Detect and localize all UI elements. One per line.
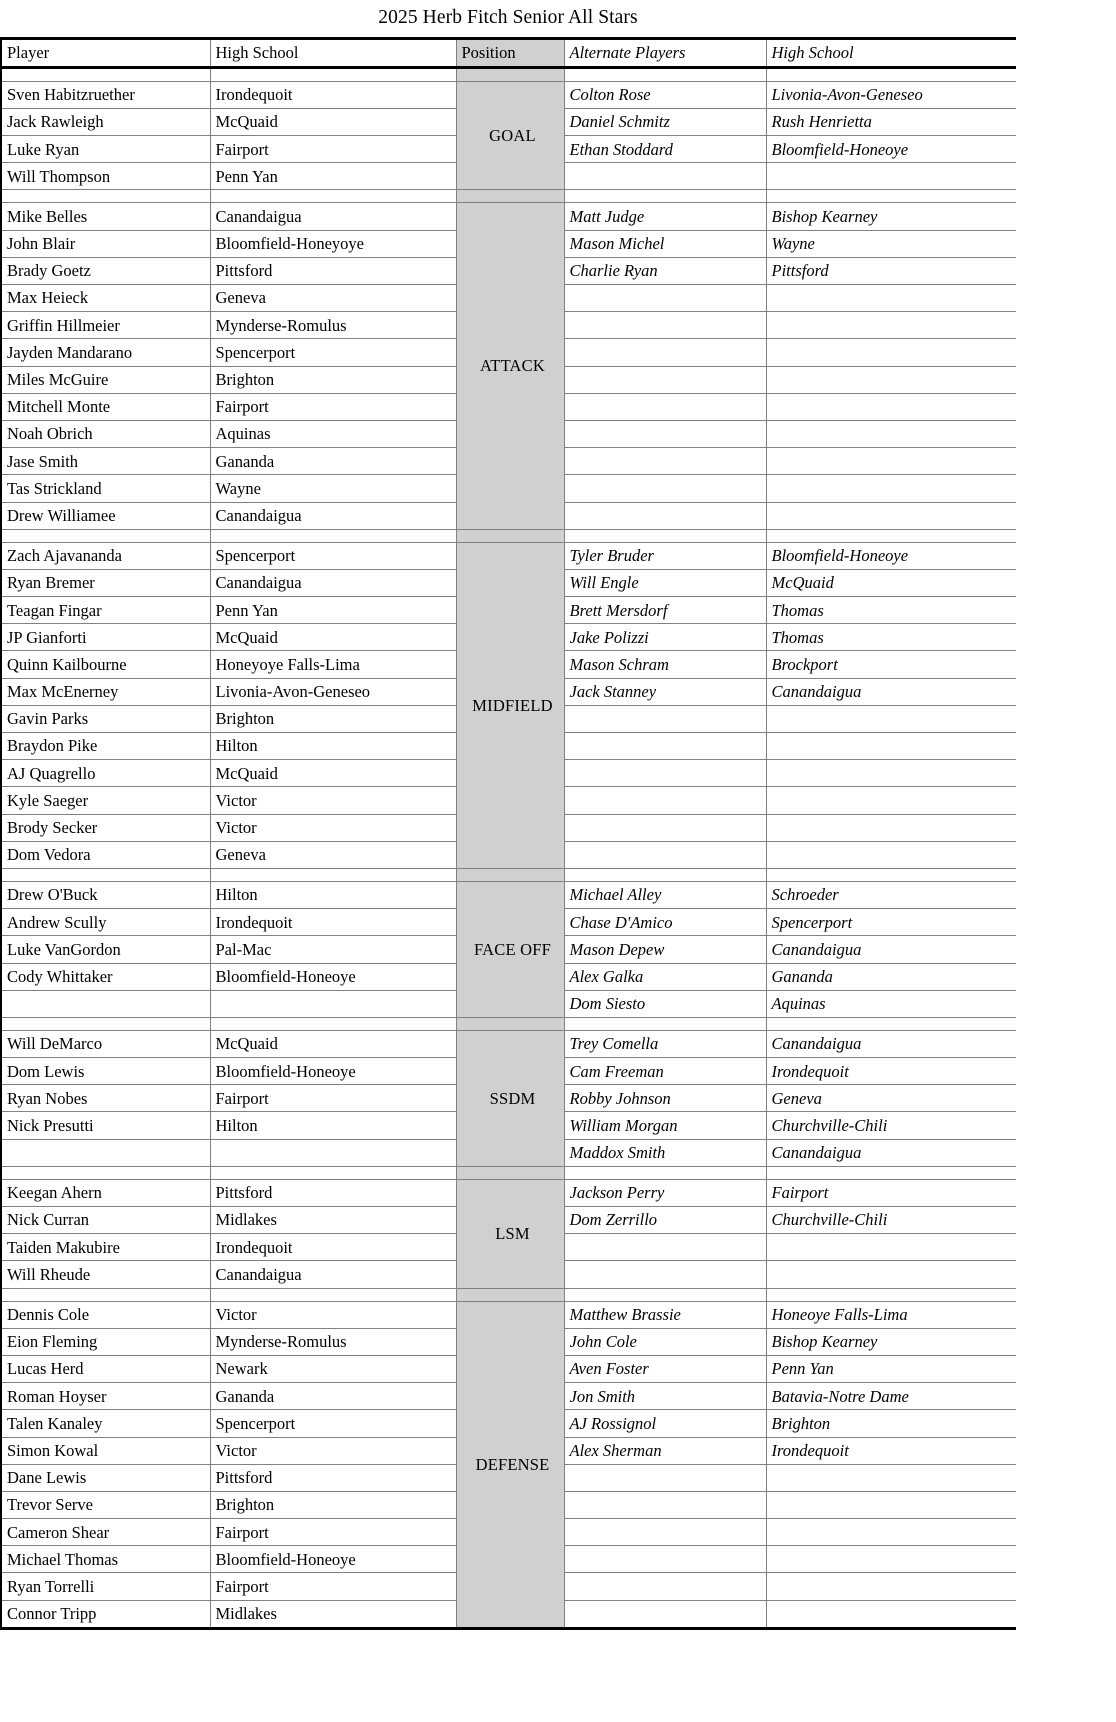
cell-high-school: Pittsford (210, 1464, 456, 1491)
cell-alternate-player: Dom Siesto (564, 990, 766, 1017)
cell-alternate-high-school (766, 502, 1016, 529)
cell-alternate-high-school: Thomas (766, 597, 1016, 624)
cell-high-school: McQuaid (210, 760, 456, 787)
cell-player: Kyle Saeger (1, 787, 210, 814)
cell-alternate-high-school (766, 339, 1016, 366)
cell-alternate-high-school (766, 787, 1016, 814)
cell-player: Ryan Bremer (1, 569, 210, 596)
cell-high-school (210, 1139, 456, 1166)
spacer-cell (210, 1017, 456, 1030)
cell-player: Griffin Hillmeier (1, 312, 210, 339)
cell-player: Eion Fleming (1, 1328, 210, 1355)
table-row (1, 81, 1016, 108)
cell-high-school: Livonia-Avon-Geneseo (210, 678, 456, 705)
cell-player: Jayden Mandarano (1, 339, 210, 366)
cell-player: Max Heieck (1, 285, 210, 312)
cell-alternate-player: Jake Polizzi (564, 624, 766, 651)
position-band-spacer (456, 1017, 564, 1030)
cell-alternate-player (564, 760, 766, 787)
cell-alternate-high-school (766, 393, 1016, 420)
cell-player: Jack Rawleigh (1, 108, 210, 135)
cell-high-school: Spencerport (210, 339, 456, 366)
cell-alternate-player (564, 1573, 766, 1600)
cell-alternate-player: Trey Comella (564, 1030, 766, 1057)
cell-alternate-high-school: Gananda (766, 963, 1016, 990)
cell-alternate-player: Daniel Schmitz (564, 108, 766, 135)
cell-player: Connor Tripp (1, 1600, 210, 1628)
column-header-alternate-players: Alternate Players (564, 38, 766, 67)
section-spacer-row (1, 1166, 1016, 1179)
cell-alternate-high-school: Wayne (766, 230, 1016, 257)
cell-alternate-high-school (766, 163, 1016, 190)
section-spacer-row (1, 529, 1016, 542)
page-title: 2025 Herb Fitch Senior All Stars (378, 7, 638, 28)
cell-high-school: Pal-Mac (210, 936, 456, 963)
cell-alternate-high-school (766, 1261, 1016, 1288)
spacer-cell (564, 529, 766, 542)
cell-high-school: Pittsford (210, 257, 456, 284)
cell-player: AJ Quagrello (1, 760, 210, 787)
spacer-cell (210, 529, 456, 542)
cell-high-school: Mynderse-Romulus (210, 1328, 456, 1355)
cell-player: Simon Kowal (1, 1437, 210, 1464)
cell-alternate-player: Mason Michel (564, 230, 766, 257)
cell-alternate-player: Jack Stanney (564, 678, 766, 705)
cell-alternate-high-school (766, 366, 1016, 393)
cell-player: Luke Ryan (1, 136, 210, 163)
spacer-cell (766, 1017, 1016, 1030)
cell-alternate-player (564, 285, 766, 312)
spacer-cell (564, 190, 766, 203)
spacer-cell (564, 868, 766, 881)
cell-high-school: Penn Yan (210, 163, 456, 190)
cell-alternate-high-school (766, 1464, 1016, 1491)
cell-player: Dom Vedora (1, 841, 210, 868)
table-body (1, 67, 1016, 1628)
cell-player: Braydon Pike (1, 733, 210, 760)
cell-alternate-player (564, 705, 766, 732)
cell-alternate-player: Colton Rose (564, 81, 766, 108)
cell-alternate-player (564, 366, 766, 393)
all-stars-roster-table (0, 37, 1016, 1630)
cell-high-school: Canandaigua (210, 502, 456, 529)
cell-player: Noah Obrich (1, 420, 210, 447)
cell-player (1, 1139, 210, 1166)
cell-high-school: Bloomfield-Honeoye (210, 1058, 456, 1085)
cell-alternate-high-school: Irondequoit (766, 1437, 1016, 1464)
spacer-cell (564, 1288, 766, 1301)
cell-alternate-high-school (766, 1600, 1016, 1628)
cell-alternate-high-school (766, 760, 1016, 787)
cell-alternate-high-school: Fairport (766, 1179, 1016, 1206)
cell-alternate-player: AJ Rossignol (564, 1410, 766, 1437)
header-row (1, 38, 1016, 67)
cell-alternate-player (564, 420, 766, 447)
cell-high-school: Midlakes (210, 1600, 456, 1628)
cell-alternate-high-school: Batavia-Notre Dame (766, 1383, 1016, 1410)
cell-player: Andrew Scully (1, 909, 210, 936)
spacer-cell (1, 1017, 210, 1030)
cell-alternate-player: William Morgan (564, 1112, 766, 1139)
cell-position-defense: DEFENSE (456, 1301, 564, 1628)
position-band-spacer (456, 67, 564, 81)
spacer-cell (1, 1288, 210, 1301)
cell-high-school: Newark (210, 1355, 456, 1382)
cell-high-school: Brighton (210, 705, 456, 732)
cell-alternate-high-school (766, 312, 1016, 339)
cell-high-school: Gananda (210, 448, 456, 475)
cell-alternate-player (564, 448, 766, 475)
cell-high-school: Fairport (210, 1519, 456, 1546)
cell-alternate-high-school: Canandaigua (766, 1139, 1016, 1166)
cell-high-school: Hilton (210, 1112, 456, 1139)
column-header-position: Position (456, 38, 564, 67)
cell-alternate-high-school (766, 1234, 1016, 1261)
cell-player: Trevor Serve (1, 1491, 210, 1518)
section-spacer-row (1, 67, 1016, 81)
cell-player: Quinn Kailbourne (1, 651, 210, 678)
cell-alternate-high-school (766, 1573, 1016, 1600)
cell-high-school: Victor (210, 787, 456, 814)
section-spacer-row (1, 1017, 1016, 1030)
cell-high-school: Mynderse-Romulus (210, 312, 456, 339)
cell-player: Teagan Fingar (1, 597, 210, 624)
cell-alternate-high-school (766, 448, 1016, 475)
cell-alternate-player (564, 1234, 766, 1261)
cell-high-school: Bloomfield-Honeyoye (210, 230, 456, 257)
spacer-cell (766, 529, 1016, 542)
section-spacer-row (1, 1288, 1016, 1301)
cell-player: Max McEnerney (1, 678, 210, 705)
cell-alternate-player: Tyler Bruder (564, 542, 766, 569)
cell-alternate-high-school: Irondequoit (766, 1058, 1016, 1085)
cell-high-school: Brighton (210, 366, 456, 393)
cell-alternate-player (564, 733, 766, 760)
spacer-cell (1, 1166, 210, 1179)
column-header-player: Player (1, 38, 210, 67)
cell-player: Gavin Parks (1, 705, 210, 732)
cell-alternate-high-school: Rush Henrietta (766, 108, 1016, 135)
cell-alternate-high-school: Aquinas (766, 990, 1016, 1017)
cell-alternate-player (564, 1491, 766, 1518)
cell-alternate-high-school: Canandaigua (766, 1030, 1016, 1057)
cell-alternate-high-school: Penn Yan (766, 1355, 1016, 1382)
cell-high-school: Victor (210, 1301, 456, 1328)
cell-alternate-high-school: Bishop Kearney (766, 1328, 1016, 1355)
cell-player: John Blair (1, 230, 210, 257)
cell-alternate-high-school: Pittsford (766, 257, 1016, 284)
cell-alternate-player (564, 787, 766, 814)
cell-player: Will Rheude (1, 1261, 210, 1288)
cell-player: Brody Secker (1, 814, 210, 841)
position-band-spacer (456, 1288, 564, 1301)
cell-alternate-high-school: Honeoye Falls-Lima (766, 1301, 1016, 1328)
cell-player: Drew O'Buck (1, 881, 210, 908)
cell-alternate-player: Alex Galka (564, 963, 766, 990)
cell-high-school: Fairport (210, 136, 456, 163)
cell-alternate-player: Brett Mersdorf (564, 597, 766, 624)
cell-player: Will Thompson (1, 163, 210, 190)
cell-high-school: McQuaid (210, 1030, 456, 1057)
cell-player (1, 990, 210, 1017)
cell-alternate-player: Matthew Brassie (564, 1301, 766, 1328)
table-row (1, 881, 1016, 908)
cell-player: Cody Whittaker (1, 963, 210, 990)
cell-high-school: Midlakes (210, 1207, 456, 1234)
cell-player: Keegan Ahern (1, 1179, 210, 1206)
cell-high-school (210, 990, 456, 1017)
cell-player: JP Gianforti (1, 624, 210, 651)
cell-high-school: Bloomfield-Honeoye (210, 1546, 456, 1573)
cell-alternate-player: Alex Sherman (564, 1437, 766, 1464)
cell-high-school: Irondequoit (210, 1234, 456, 1261)
cell-player: Nick Curran (1, 1207, 210, 1234)
cell-alternate-high-school (766, 733, 1016, 760)
spacer-cell (210, 1166, 456, 1179)
cell-high-school: Fairport (210, 1573, 456, 1600)
cell-player: Miles McGuire (1, 366, 210, 393)
cell-player: Cameron Shear (1, 1519, 210, 1546)
spacer-cell (766, 67, 1016, 81)
cell-alternate-player (564, 814, 766, 841)
spacer-cell (210, 868, 456, 881)
cell-player: Brady Goetz (1, 257, 210, 284)
cell-player: Nick Presutti (1, 1112, 210, 1139)
cell-player: Dom Lewis (1, 1058, 210, 1085)
cell-alternate-high-school: Schroeder (766, 881, 1016, 908)
spacer-cell (766, 190, 1016, 203)
position-band-spacer (456, 190, 564, 203)
table-row (1, 203, 1016, 230)
cell-high-school: Spencerport (210, 1410, 456, 1437)
cell-alternate-player (564, 1519, 766, 1546)
cell-alternate-player (564, 312, 766, 339)
cell-alternate-player: Jackson Perry (564, 1179, 766, 1206)
cell-alternate-player (564, 1600, 766, 1628)
cell-high-school: Fairport (210, 1085, 456, 1112)
cell-alternate-high-school: Bloomfield-Honeoye (766, 542, 1016, 569)
spacer-cell (1, 190, 210, 203)
cell-high-school: Geneva (210, 841, 456, 868)
cell-position-ssdm: SSDM (456, 1030, 564, 1166)
cell-high-school: Brighton (210, 1491, 456, 1518)
position-band-spacer (456, 1166, 564, 1179)
cell-high-school: Irondequoit (210, 909, 456, 936)
cell-position-face-off: FACE OFF (456, 881, 564, 1017)
cell-alternate-high-school (766, 705, 1016, 732)
cell-position-attack: ATTACK (456, 203, 564, 529)
cell-alternate-player (564, 1464, 766, 1491)
cell-alternate-high-school (766, 1519, 1016, 1546)
cell-alternate-player (564, 339, 766, 366)
spacer-cell (564, 67, 766, 81)
spacer-cell (1, 67, 210, 81)
cell-alternate-player (564, 1261, 766, 1288)
cell-alternate-high-school: Churchville-Chili (766, 1207, 1016, 1234)
cell-high-school: Wayne (210, 475, 456, 502)
cell-high-school: Canandaigua (210, 1261, 456, 1288)
cell-alternate-player: Michael Alley (564, 881, 766, 908)
cell-player: Ryan Torrelli (1, 1573, 210, 1600)
roster-table-container (0, 37, 1016, 1630)
cell-alternate-high-school (766, 420, 1016, 447)
cell-player: Will DeMarco (1, 1030, 210, 1057)
cell-player: Mike Belles (1, 203, 210, 230)
cell-alternate-high-school: Brighton (766, 1410, 1016, 1437)
cell-alternate-high-school (766, 285, 1016, 312)
spacer-cell (766, 1166, 1016, 1179)
table-header (1, 38, 1016, 67)
spacer-cell (766, 1288, 1016, 1301)
cell-alternate-high-school: Bloomfield-Honeoye (766, 136, 1016, 163)
spacer-cell (564, 1166, 766, 1179)
cell-high-school: Victor (210, 1437, 456, 1464)
cell-position-goal: GOAL (456, 81, 564, 190)
cell-player: Drew Williamee (1, 502, 210, 529)
cell-alternate-player: Dom Zerrillo (564, 1207, 766, 1234)
cell-high-school: Bloomfield-Honeoye (210, 963, 456, 990)
column-header-high-school: High School (210, 38, 456, 67)
cell-alternate-high-school: McQuaid (766, 569, 1016, 596)
cell-player: Zach Ajavananda (1, 542, 210, 569)
cell-alternate-high-school (766, 1491, 1016, 1518)
cell-alternate-high-school: Canandaigua (766, 678, 1016, 705)
cell-alternate-high-school (766, 841, 1016, 868)
cell-player: Michael Thomas (1, 1546, 210, 1573)
cell-high-school: Penn Yan (210, 597, 456, 624)
cell-player: Mitchell Monte (1, 393, 210, 420)
cell-high-school: Geneva (210, 285, 456, 312)
table-row (1, 1301, 1016, 1328)
cell-alternate-player: Mason Schram (564, 651, 766, 678)
cell-alternate-player: Ethan Stoddard (564, 136, 766, 163)
cell-alternate-high-school: Bishop Kearney (766, 203, 1016, 230)
cell-high-school: Hilton (210, 733, 456, 760)
spacer-cell (1, 529, 210, 542)
cell-player: Talen Kanaley (1, 1410, 210, 1437)
cell-alternate-player: Chase D'Amico (564, 909, 766, 936)
cell-player: Ryan Nobes (1, 1085, 210, 1112)
cell-alternate-player: Aven Foster (564, 1355, 766, 1382)
cell-high-school: Irondequoit (210, 81, 456, 108)
cell-high-school: Spencerport (210, 542, 456, 569)
cell-player: Lucas Herd (1, 1355, 210, 1382)
cell-alternate-high-school (766, 1546, 1016, 1573)
cell-alternate-player (564, 393, 766, 420)
cell-high-school: Hilton (210, 881, 456, 908)
cell-alternate-player: Mason Depew (564, 936, 766, 963)
cell-alternate-player: Jon Smith (564, 1383, 766, 1410)
cell-alternate-player (564, 502, 766, 529)
cell-high-school: Canandaigua (210, 203, 456, 230)
section-spacer-row (1, 868, 1016, 881)
column-header-alternate-high-school: High School (766, 38, 1016, 67)
table-row (1, 1179, 1016, 1206)
spacer-cell (210, 1288, 456, 1301)
cell-alternate-player (564, 1546, 766, 1573)
spacer-cell (1, 868, 210, 881)
cell-high-school: Gananda (210, 1383, 456, 1410)
cell-alternate-player (564, 475, 766, 502)
spacer-cell (210, 190, 456, 203)
cell-alternate-high-school: Brockport (766, 651, 1016, 678)
cell-alternate-player: Will Engle (564, 569, 766, 596)
cell-high-school: McQuaid (210, 108, 456, 135)
cell-alternate-player (564, 841, 766, 868)
cell-player: Dennis Cole (1, 1301, 210, 1328)
cell-player: Tas Strickland (1, 475, 210, 502)
cell-alternate-high-school: Canandaigua (766, 936, 1016, 963)
cell-high-school: Aquinas (210, 420, 456, 447)
spacer-cell (564, 1017, 766, 1030)
cell-player: Dane Lewis (1, 1464, 210, 1491)
cell-alternate-player: Maddox Smith (564, 1139, 766, 1166)
cell-alternate-player: Robby Johnson (564, 1085, 766, 1112)
cell-alternate-high-school: Thomas (766, 624, 1016, 651)
cell-alternate-high-school: Spencerport (766, 909, 1016, 936)
cell-high-school: Canandaigua (210, 569, 456, 596)
cell-alternate-player: Cam Freeman (564, 1058, 766, 1085)
cell-alternate-player: Matt Judge (564, 203, 766, 230)
cell-player: Luke VanGordon (1, 936, 210, 963)
cell-player: Roman Hoyser (1, 1383, 210, 1410)
cell-player: Jase Smith (1, 448, 210, 475)
table-row (1, 1030, 1016, 1057)
position-band-spacer (456, 868, 564, 881)
cell-alternate-high-school: Geneva (766, 1085, 1016, 1112)
cell-alternate-player (564, 163, 766, 190)
cell-player: Sven Habitzruether (1, 81, 210, 108)
cell-position-lsm: LSM (456, 1179, 564, 1288)
cell-alternate-high-school (766, 814, 1016, 841)
cell-high-school: Pittsford (210, 1179, 456, 1206)
position-band-spacer (456, 529, 564, 542)
cell-high-school: Victor (210, 814, 456, 841)
spacer-cell (766, 868, 1016, 881)
cell-alternate-high-school: Churchville-Chili (766, 1112, 1016, 1139)
cell-high-school: Fairport (210, 393, 456, 420)
cell-alternate-player: John Cole (564, 1328, 766, 1355)
cell-player: Taiden Makubire (1, 1234, 210, 1261)
cell-high-school: Honeyoye Falls-Lima (210, 651, 456, 678)
table-row (1, 542, 1016, 569)
cell-alternate-high-school: Livonia-Avon-Geneseo (766, 81, 1016, 108)
section-spacer-row (1, 190, 1016, 203)
cell-position-midfield: MIDFIELD (456, 542, 564, 868)
cell-alternate-high-school (766, 475, 1016, 502)
spacer-cell (210, 67, 456, 81)
cell-high-school: McQuaid (210, 624, 456, 651)
cell-alternate-player: Charlie Ryan (564, 257, 766, 284)
